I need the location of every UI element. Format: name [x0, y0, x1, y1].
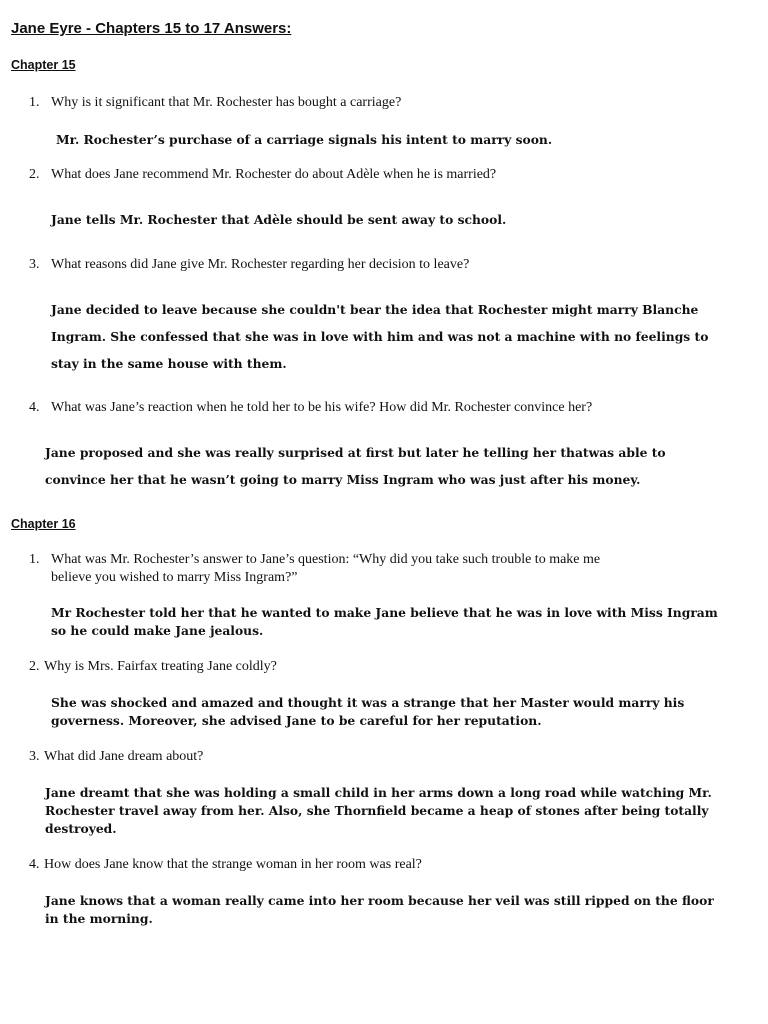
answer-line: Mr. Rochester’s purchase of a carriage signals his intent to marry soon.	[56, 132, 553, 147]
question-number: 4.	[29, 857, 40, 872]
question-text: What reasons did Jane give Mr. Rochester regarding her decision to leave?	[51, 257, 470, 272]
answer-line: convince her that he wasn’t going to marry Miss Ingram who was just after his money.	[45, 472, 641, 487]
answer-line: Jane dreamt that she was holding a small child in her arms down a long road while watching Mr.	[45, 785, 712, 800]
answer-text	[45, 892, 714, 928]
answer-line: Ingram. She confessed that she was in love with him and was not a machine with no feelings to	[51, 329, 709, 344]
question-item	[29, 256, 469, 274]
question-text: What does Jane recommend Mr. Rochester do about Adèle when he is married?	[51, 167, 497, 182]
answer-text	[56, 126, 552, 153]
question-text	[51, 551, 600, 587]
answer-line: in the morning.	[45, 911, 153, 926]
answer-text	[51, 694, 684, 730]
question-number: 2.	[29, 659, 40, 674]
answer-text	[51, 296, 708, 377]
question-item	[29, 856, 422, 874]
answer-line: Jane proposed and she was really surprised at first but later he telling her thatwas able to	[45, 445, 666, 460]
question-text: What did Jane dream about?	[44, 749, 204, 764]
question-text: What was Jane’s reaction when he told her to be his wife? How did Mr. Rochester convince her?	[51, 400, 593, 415]
question-number: 3.	[29, 749, 40, 764]
answer-text	[51, 206, 506, 233]
answer-line: destroyed.	[45, 821, 117, 836]
question-item	[29, 166, 496, 184]
question-item	[29, 94, 401, 112]
question-number: 3.	[29, 257, 40, 272]
question-line: What was Mr. Rochester’s answer to Jane’s question: “Why did you take such trouble to make me	[51, 552, 601, 567]
answer-line: Mr Rochester told her that he wanted to make Jane believe that he was in love with Miss Ingram	[51, 605, 718, 620]
answer-line: She was shocked and amazed and thought it was a strange that her Master would marry his	[51, 695, 685, 710]
answer-line: governess. Moreover, she advised Jane to be careful for her reputation.	[51, 713, 542, 728]
chapter-heading: Chapter 16	[11, 517, 76, 531]
document-title: Jane Eyre - Chapters 15 to 17 Answers:	[11, 20, 292, 37]
answer-text	[45, 784, 712, 838]
question-number: 1.	[29, 95, 40, 110]
answer-line: Rochester travel away from her. Also, she Thornfield became a heap of stones after being totally	[45, 803, 709, 818]
question-line: believe you wished to marry Miss Ingram?”	[51, 570, 298, 585]
chapter-heading: Chapter 15	[11, 58, 76, 72]
answer-text	[51, 604, 718, 640]
answer-text	[45, 439, 666, 493]
question-item	[29, 551, 600, 587]
question-number: 1.	[29, 552, 40, 567]
question-item	[29, 399, 592, 417]
answer-line: Jane decided to leave because she couldn't bear the idea that Rochester might marry Blanche	[51, 302, 699, 317]
question-text: Why is Mrs. Fairfax treating Jane coldly?	[44, 659, 277, 674]
question-text: How does Jane know that the strange woman in her room was real?	[44, 857, 422, 872]
question-number: 4.	[29, 400, 40, 415]
answer-line: so he could make Jane jealous.	[51, 623, 264, 638]
question-text: Why is it significant that Mr. Rochester has bought a carriage?	[51, 95, 402, 110]
question-number: 2.	[29, 167, 40, 182]
answer-line: stay in the same house with them.	[51, 356, 287, 371]
answer-line: Jane knows that a woman really came into her room because her veil was still ripped on the floor	[45, 893, 714, 908]
question-item	[29, 748, 203, 766]
question-item	[29, 658, 277, 676]
answer-line: Jane tells Mr. Rochester that Adèle should be sent away to school.	[51, 212, 507, 227]
